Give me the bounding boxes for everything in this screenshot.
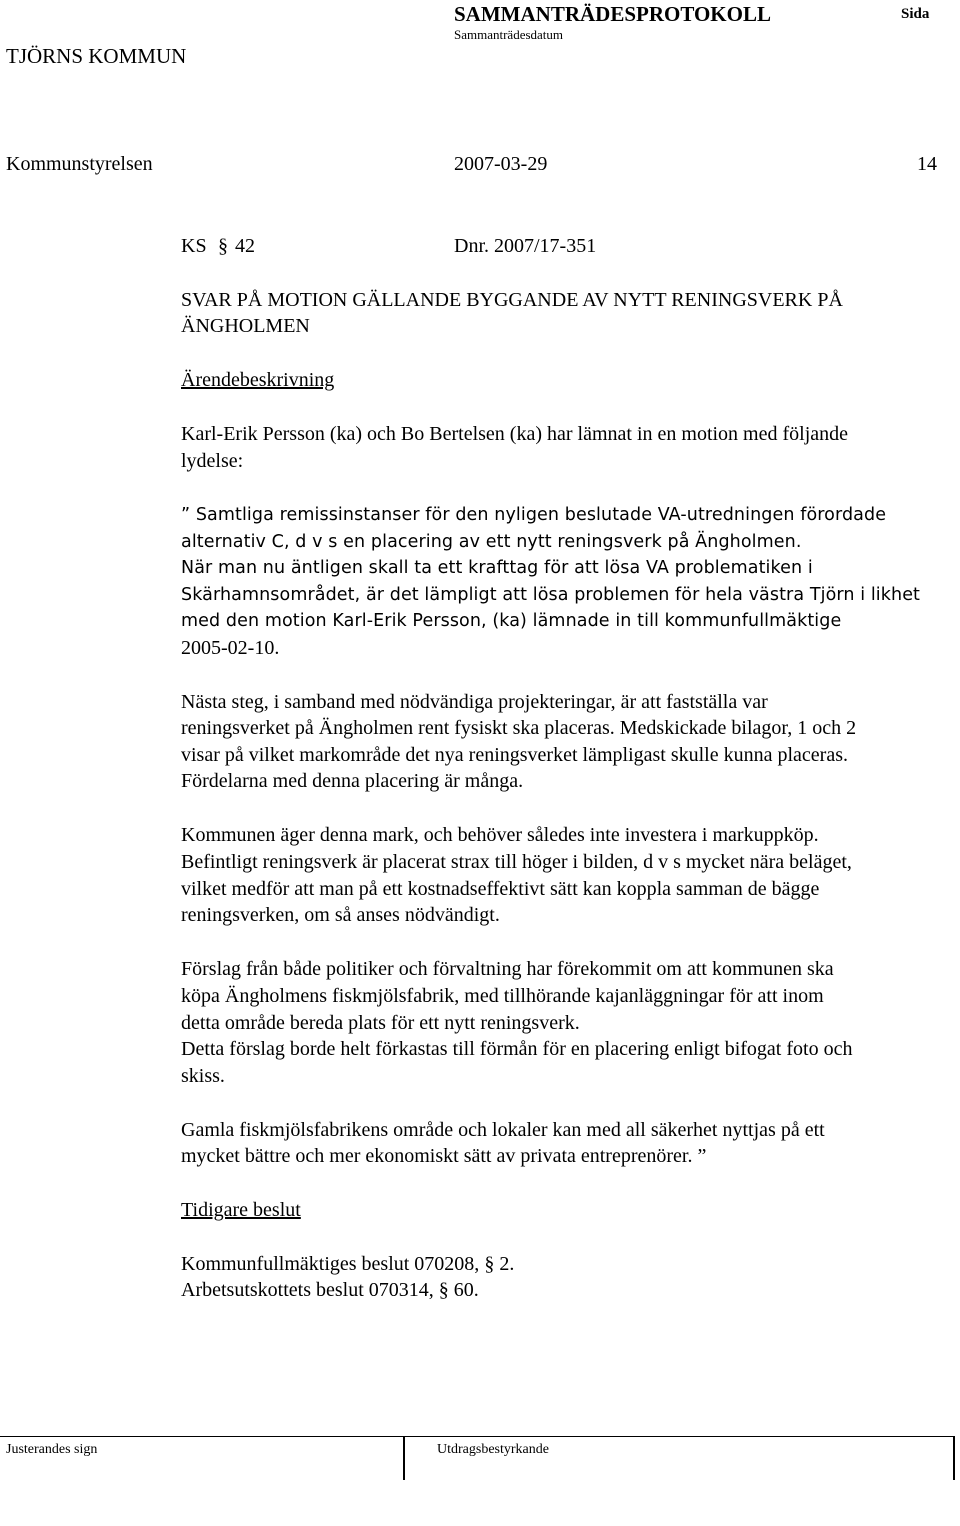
body-line: visar på vilket markområde det nya reningsverket lämpligast skulle kunna placeras. [181, 744, 849, 766]
quote-line: När man nu äntligen skall ta ett krafttag för att lösa VA problematiken i [181, 558, 813, 578]
protocol-title: SAMMANTRÄDESPROTOKOLL [454, 2, 771, 26]
case-number: 42 [235, 235, 255, 257]
previous-decisions-heading: Tidigare beslut [181, 1199, 301, 1221]
footer-divider-right [953, 1436, 955, 1480]
footer-sign-label: Justerandes sign [6, 1442, 98, 1457]
quote-line: Skärhamnsområdet, är det lämpligt att lösa problemen för hela västra Tjörn i likhet [181, 585, 921, 605]
previous-decision-2 [181, 1277, 479, 1304]
description-intro-line2: lydelse: [181, 450, 244, 472]
previous-decision-2-text: Arbetsutskottets beslut 070314, [181, 1279, 434, 1301]
body-line: 2005-02-10. [181, 637, 280, 659]
quote-line: alternativ C, d v s en placering av ett nytt reningsverk på Ängholmen. [181, 532, 802, 552]
body-line: Gamla fiskmjölsfabrikens område och lokaler kan med all säkerhet nyttjas på ett [181, 1119, 825, 1141]
body-line: Förslag från både politiker och förvaltning har förekommit om att kommunen ska [181, 958, 834, 980]
page-number: 14 [917, 153, 937, 175]
footer-rule [0, 1436, 955, 1437]
page-label: Sida [901, 6, 930, 22]
case-title-line2: ÄNGHOLMEN [181, 315, 310, 337]
body-line: Detta förslag borde helt förkastas till förmån för en placering enligt bifogat foto och [181, 1038, 853, 1060]
committee-name: Kommunstyrelsen [6, 153, 153, 175]
previous-decision-1-ref: § 2. [484, 1253, 515, 1275]
previous-decision-1-text: Kommunfullmäktiges beslut 070208, [181, 1253, 480, 1275]
body-line: skiss. [181, 1065, 225, 1087]
footer-divider-left [403, 1436, 405, 1480]
body-line: detta område bereda plats för ett nytt reningsverk. [181, 1012, 580, 1034]
body-line: Nästa steg, i samband med nödvändiga projekteringar, är att fastställa var [181, 691, 768, 713]
case-title-line1: SVAR PÅ MOTION GÄLLANDE BYGGANDE AV NYTT RENINGSVERK PÅ [181, 289, 843, 311]
body-line: Befintligt reningsverk är placerat strax till höger i bilden, d v s mycket nära beläget, [181, 851, 852, 873]
body-line: reningsverken, om så anses nödvändigt. [181, 904, 500, 926]
quote-line: med den motion Karl-Erik Persson, (ka) lämnade in till kommunfullmäktige [181, 611, 842, 631]
municipality-name: TJÖRNS KOMMUN [6, 44, 187, 68]
case-dnr: Dnr. 2007/17-351 [454, 235, 597, 257]
body-line: reningsverket på Ängholmen rent fysiskt ska placeras. Medskickade bilagor, 1 och 2 [181, 717, 857, 739]
footer-extract-label: Utdragsbestyrkande [437, 1442, 549, 1457]
previous-decision-1 [181, 1251, 514, 1278]
body-line: köpa Ängholmens fiskmjölsfabrik, med tillhörande kajanläggningar för att inom [181, 985, 824, 1007]
case-code: KS [181, 235, 207, 257]
previous-decision-2-ref: § 60. [438, 1279, 479, 1301]
section-symbol: § [218, 235, 228, 257]
description-intro-line1: Karl-Erik Persson (ka) och Bo Bertelsen (ka) har lämnat in en motion med följande [181, 423, 849, 445]
description-heading: Ärendebeskrivning [181, 369, 335, 391]
meeting-date: 2007-03-29 [454, 153, 548, 175]
quote-line: ” Samtliga remissinstanser för den nyligen beslutade VA-utredningen förordade [181, 505, 887, 525]
body-line: mycket bättre och mer ekonomiskt sätt av privata entreprenörer. ” [181, 1145, 707, 1167]
body-line: Fördelarna med denna placering är många. [181, 770, 524, 792]
date-label: Sammanträdesdatum [454, 27, 564, 42]
body-line: Kommunen äger denna mark, och behöver således inte investera i markuppköp. [181, 824, 819, 846]
body-line: vilket medför att man på ett kostnadseffektivt sätt kan koppla samman de bägge [181, 878, 820, 900]
